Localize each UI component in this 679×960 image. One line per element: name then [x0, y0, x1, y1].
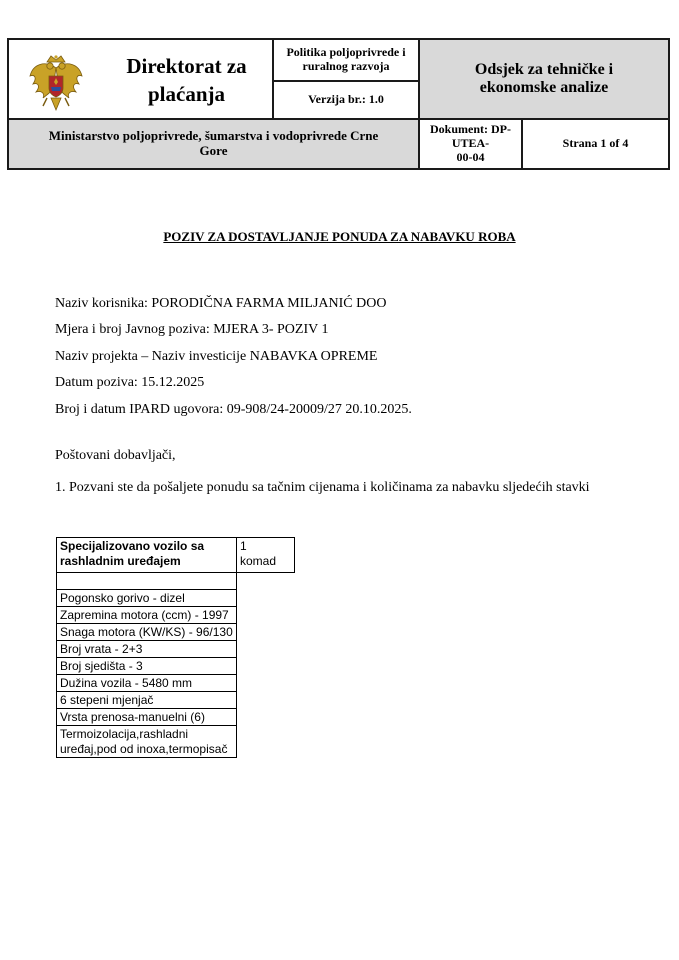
instruction-line: 1. Pozvani ste da pošaljete ponudu sa tačnim cijenama i količinama za nabavku sljedećih stavki — [55, 480, 590, 495]
coat-of-arms-icon — [27, 54, 85, 116]
page-number-cell: Strana 1 of 4 — [522, 119, 669, 169]
empty-spec-row — [57, 573, 237, 590]
measure-line: Mjera i broj Javnog poziva: MJERA 3- POZIV 1 — [55, 322, 329, 337]
spec-row: Snaga motora (KW/KS) - 96/130 — [57, 624, 237, 641]
item-name-cell: Specijalizovano vozilo sa rashladnim uređajem — [57, 538, 237, 573]
beneficiary-line: Naziv korisnika: PORODIČNA FARMA MILJANIĆ DOO — [55, 296, 387, 311]
spec-row: Pogonsko gorivo - dizel — [57, 590, 237, 607]
spec-row: 6 stepeni mjenjač — [57, 692, 237, 709]
spec-row: Zapremina motora (ccm) - 1997 — [57, 607, 237, 624]
document-header — [7, 38, 670, 170]
document-id-cell: Dokument: DP-UTEA- 00-04 — [419, 119, 522, 169]
org-title: Direktorat za plaćanja — [126, 54, 247, 106]
date-line: Datum poziva: 15.12.2025 — [55, 375, 205, 390]
version-cell: Verzija br.: 1.0 — [273, 81, 419, 119]
spec-row: Dužina vozila - 5480 mm — [57, 675, 237, 692]
spec-row: Vrsta prenosa-manuelni (6) — [57, 709, 237, 726]
spec-row: Broj vrata - 2+3 — [57, 641, 237, 658]
spec-row: Termoizolacija,rashladni uređaj,pod od inoxa,termopisač — [57, 726, 237, 758]
org-header-cell — [8, 39, 273, 119]
ministry-cell: Ministarstvo poljoprivrede, šumarstva i vodoprivrede Crne Gore — [8, 119, 419, 169]
project-line: Naziv projekta – Naziv investicije NABAVKA OPREME — [55, 349, 378, 364]
contract-line: Broj i datum IPARD ugovora: 09-908/24-20009/27 20.10.2025. — [55, 402, 412, 417]
item-table — [56, 537, 295, 758]
item-quantity-cell: 1 komad — [237, 538, 295, 573]
document-title: POZIV ZA DOSTAVLJANJE PONUDA ZA NABAVKU ROBA — [163, 229, 516, 244]
spec-row: Broj sjedišta - 3 — [57, 658, 237, 675]
policy-cell: Politika poljoprivrede i ruralnog razvoja — [273, 39, 419, 81]
greeting: Poštovani dobavljači, — [55, 448, 176, 463]
department-cell: Odsjek za tehničke i ekonomske analize — [419, 39, 669, 119]
